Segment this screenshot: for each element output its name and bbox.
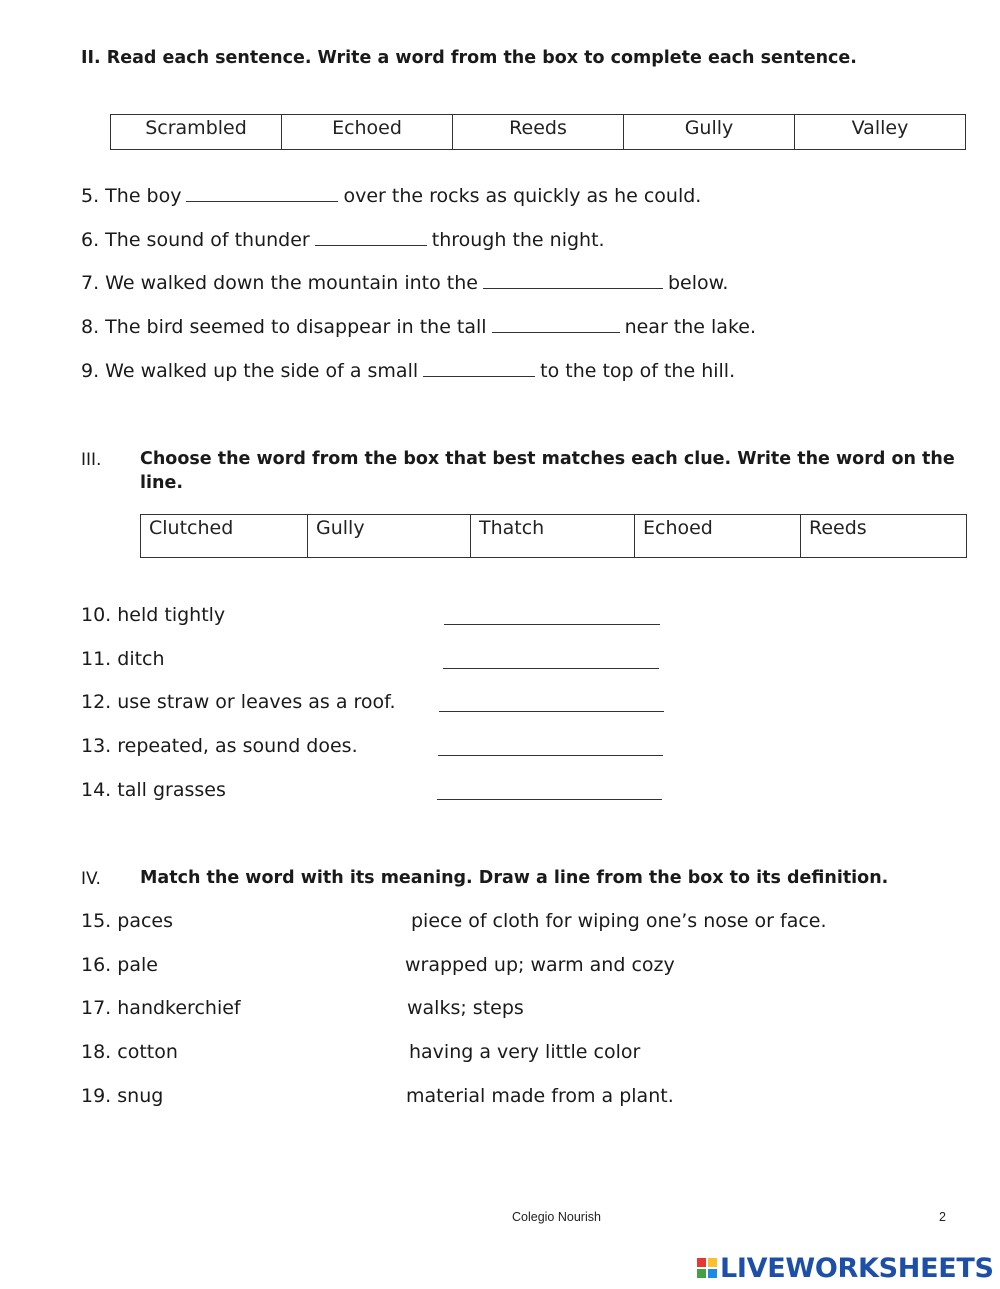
word-box-cell: Gully xyxy=(624,115,795,150)
section-2-heading: II. Read each sentence. Write a word from the box to complete each sentence. xyxy=(81,48,857,68)
word-box-cell: Clutched xyxy=(141,515,308,558)
sentence-text: 7. We walked down the mountain into the xyxy=(81,272,478,294)
match-definition[interactable]: walks; steps xyxy=(407,997,524,1019)
answer-blank[interactable] xyxy=(423,359,535,377)
match-definition[interactable]: piece of cloth for wiping one’s nose or face. xyxy=(411,910,827,932)
match-definition[interactable]: having a very little color xyxy=(409,1041,641,1063)
liveworksheets-logo xyxy=(697,1252,994,1284)
sentence-8 xyxy=(81,315,756,338)
word-box-cell: Thatch xyxy=(471,515,635,558)
match-word-19[interactable]: 19. snug xyxy=(81,1085,164,1107)
footer-school: Colegio Nourish xyxy=(512,1210,601,1224)
sentence-text: below. xyxy=(667,272,729,294)
section-4-heading: Match the word with its meaning. Draw a line from the box to its definition. xyxy=(140,868,889,888)
logo-wordmark: LIVEWORKSHEETS xyxy=(720,1252,994,1284)
word-box-section-2 xyxy=(110,114,966,150)
sentence-7 xyxy=(81,271,728,294)
word-box-cell: Gully xyxy=(308,515,471,558)
sentence-text: to the top of the hill. xyxy=(540,360,736,382)
answer-line-12[interactable] xyxy=(439,711,664,712)
word-box-cell: Echoed xyxy=(635,515,801,558)
clue-12: 12. use straw or leaves as a roof. xyxy=(81,691,396,713)
sentence-text: over the rocks as quickly as he could. xyxy=(343,185,702,207)
clue-10: 10. held tightly xyxy=(81,604,226,626)
answer-line-11[interactable] xyxy=(443,668,659,669)
word-box-cell: Reeds xyxy=(801,515,967,558)
answer-line-13[interactable] xyxy=(438,755,663,756)
word-box-cell: Reeds xyxy=(453,115,624,150)
sentence-text: 8. The bird seemed to disappear in the tall xyxy=(81,316,487,338)
section-3-heading-cont: line. xyxy=(140,473,183,493)
logo-block xyxy=(708,1258,717,1267)
logo-blocks-icon xyxy=(697,1258,717,1278)
sentence-text: 6. The sound of thunder xyxy=(81,229,310,251)
match-word-15[interactable]: 15. paces xyxy=(81,910,173,932)
clue-11: 11. ditch xyxy=(81,648,165,670)
sentence-9 xyxy=(81,359,735,382)
match-word-17[interactable]: 17. handkerchief xyxy=(81,997,241,1019)
clue-13: 13. repeated, as sound does. xyxy=(81,735,358,757)
word-box-section-3 xyxy=(140,514,967,558)
word-box-cell: Valley xyxy=(795,115,966,150)
match-word-18[interactable]: 18. cotton xyxy=(81,1041,178,1063)
answer-blank[interactable] xyxy=(315,228,427,246)
logo-block xyxy=(697,1269,706,1278)
sentence-5 xyxy=(81,184,701,207)
match-definition[interactable]: wrapped up; warm and cozy xyxy=(405,954,675,976)
match-word-16[interactable]: 16. pale xyxy=(81,954,158,976)
section-3-heading: Choose the word from the box that best matches each clue. Write the word on the xyxy=(140,449,955,469)
logo-block xyxy=(697,1258,706,1267)
word-box-cell: Scrambled xyxy=(111,115,282,150)
sentence-text: 9. We walked up the side of a small xyxy=(81,360,419,382)
sentence-6 xyxy=(81,228,605,251)
answer-blank[interactable] xyxy=(492,315,620,333)
answer-blank[interactable] xyxy=(186,184,338,202)
section-4-numeral: IV. xyxy=(81,869,101,889)
sentence-text: 5. The boy xyxy=(81,185,182,207)
answer-line-10[interactable] xyxy=(444,624,660,625)
answer-line-14[interactable] xyxy=(437,799,662,800)
logo-block xyxy=(708,1269,717,1278)
sentence-text: near the lake. xyxy=(624,316,757,338)
word-box-cell: Echoed xyxy=(282,115,453,150)
sentence-text: through the night. xyxy=(431,229,605,251)
answer-blank[interactable] xyxy=(483,271,663,289)
page-number: 2 xyxy=(939,1210,946,1224)
clue-14: 14. tall grasses xyxy=(81,779,226,801)
match-definition[interactable]: material made from a plant. xyxy=(406,1085,674,1107)
section-3-numeral: III. xyxy=(81,450,102,470)
